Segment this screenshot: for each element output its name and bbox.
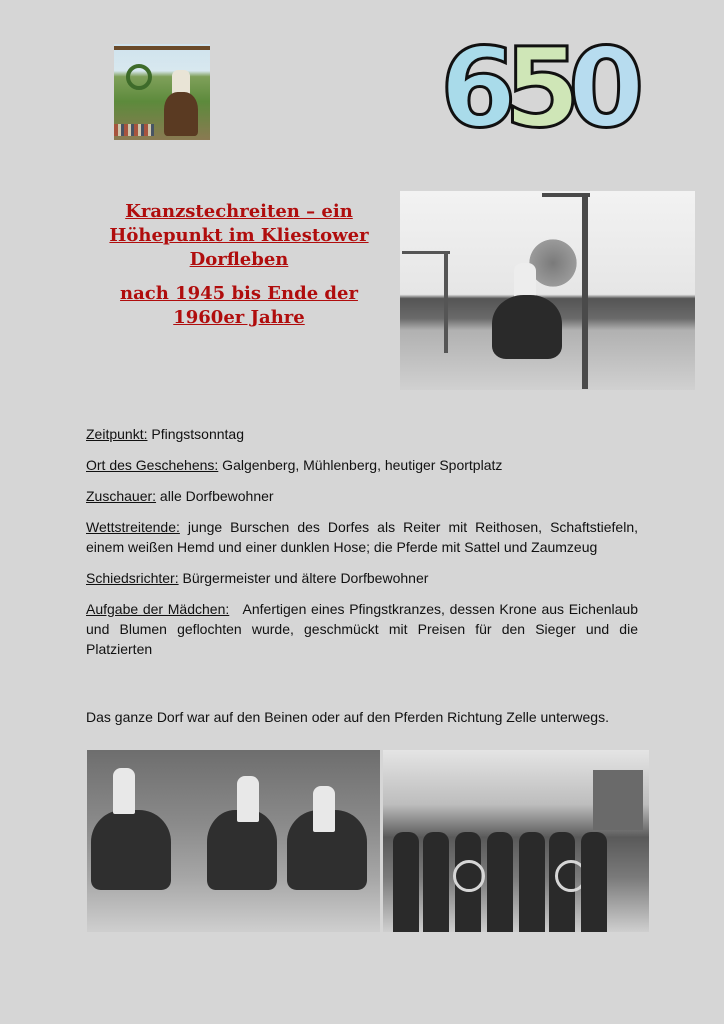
detail-label: Aufgabe der Mädchen: — [86, 601, 230, 617]
detail-row-aufgabe — [86, 599, 642, 659]
photo-riders-group-bw — [87, 750, 380, 932]
page-subtitle: nach 1945 bis Ende der 1960er Jahre — [120, 283, 358, 328]
summary-text: Das ganze Dorf war auf den Beinen oder auf den Pferden Richtung Zelle unterwegs. — [86, 709, 609, 725]
detail-row-ort — [86, 455, 638, 475]
detail-label: Schiedsrichter: — [86, 570, 179, 586]
detail-row-zeitpunkt — [86, 424, 638, 444]
logo-digit-6: 6 — [440, 24, 517, 152]
detail-value: junge Burschen des Dorfes als Reiter mit Reithosen, Schaftstiefeln, einem weißen Hemd und einer dunklen Hose; die Pferde mit Sattel und Zaumzeug — [86, 519, 638, 555]
event-details — [86, 424, 642, 670]
detail-value: Galgenberg, Mühlenberg, heutiger Sportplatz — [218, 457, 503, 473]
anniversary-650-logo — [440, 24, 645, 152]
detail-label: Zuschauer: — [86, 488, 157, 504]
detail-label: Zeitpunkt: — [86, 426, 148, 442]
detail-value: Bürgermeister und ältere Dorfbewohner — [178, 570, 429, 586]
photo-rider-gallows-bw — [400, 191, 695, 390]
detail-label: Wettstreitende: — [86, 519, 180, 535]
photo-brass-band-bw — [383, 750, 649, 932]
detail-value: Pfingstsonntag — [147, 426, 244, 442]
detail-value: alle Dorfbewohner — [156, 488, 274, 504]
logo-digit-5: 5 — [504, 24, 581, 152]
detail-row-schiedsrichter — [86, 568, 638, 588]
detail-label: Ort des Geschehens: — [86, 457, 219, 473]
page-title: Kranzstechreiten – ein Höhepunkt im Kliestower Dorfleben — [109, 201, 369, 270]
photo-rider-wreath-color — [114, 44, 210, 140]
logo-digit-0: 0 — [568, 24, 645, 152]
detail-row-zuschauer — [86, 486, 638, 506]
detail-value: Anfertigen eines Pfingstkranzes, dessen Krone aus Eichenlaub und Blumen geflochten wurde, geschmückt mit Preisen für den Sieger und die Platzierten — [86, 601, 642, 657]
title-block — [84, 200, 394, 330]
detail-row-wettstreitende — [86, 517, 638, 557]
